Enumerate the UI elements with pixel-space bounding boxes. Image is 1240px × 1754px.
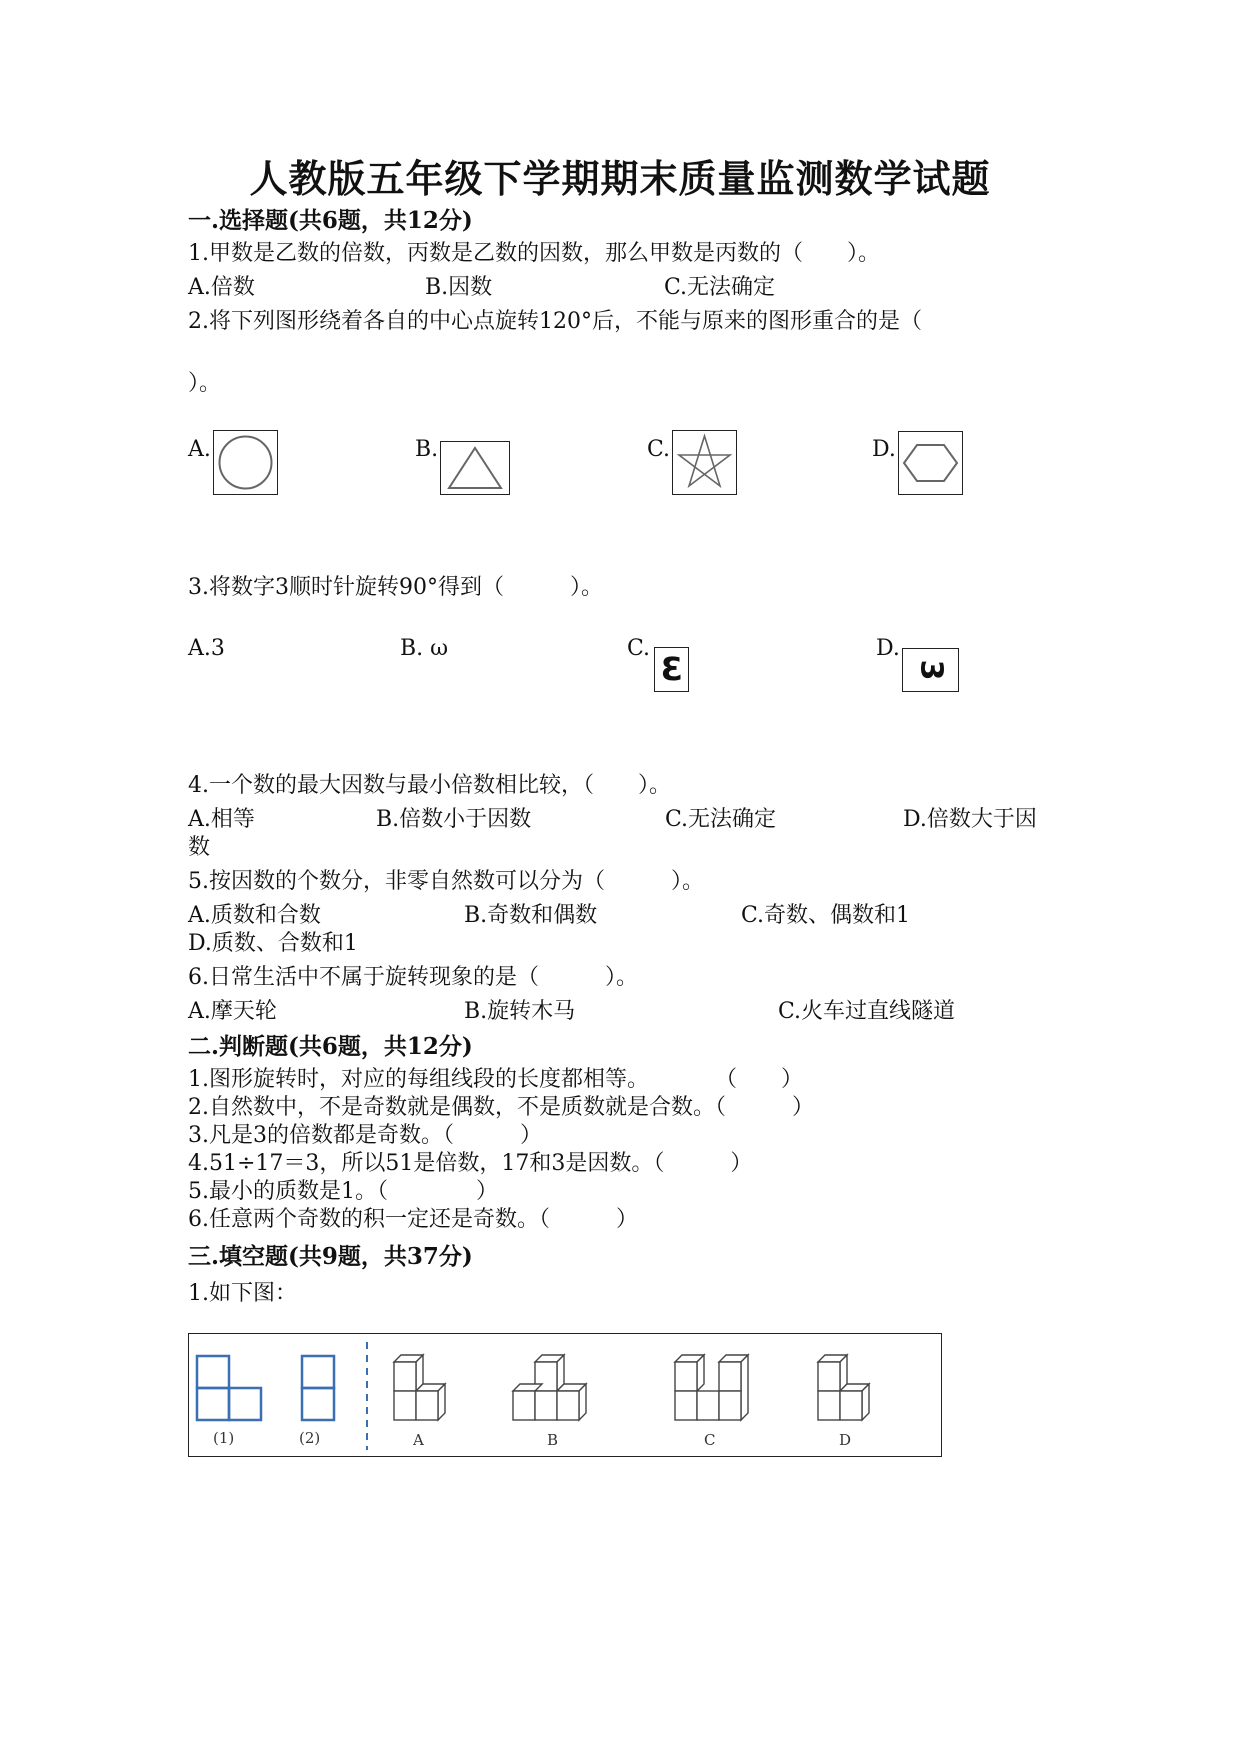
- question-1-6: 6.日常生活中不属于旋转现象的是（ ）。: [188, 965, 638, 990]
- q1-2-option-c: C.: [647, 437, 671, 462]
- q1-4-option-c: C.无法确定: [665, 807, 777, 832]
- fill-question-1: 1.如下图：: [188, 1281, 297, 1306]
- figure-labels: [213, 1429, 851, 1449]
- judge-item-3: 3.凡是3的倍数都是奇数。（ ）: [188, 1123, 542, 1148]
- cube-views-figure: [188, 1333, 942, 1457]
- q1-5-option-a: A.质数和合数: [188, 903, 321, 928]
- question-1-5: 5.按因数的个数分，非零自然数可以分为（ ）。: [188, 869, 704, 894]
- judge-item-6: 6.任意两个奇数的积一定还是奇数。（ ）: [188, 1207, 638, 1232]
- mirrored-three-glyph: 3: [660, 650, 683, 688]
- page-title: 人教版五年级下学期期末质量监测数学试题: [249, 156, 991, 201]
- q1-6-option-a: A.摩天轮: [188, 999, 277, 1024]
- q1-3-option-c: C.: [627, 636, 651, 661]
- question-1-1: 1.甲数是乙数的倍数，丙数是乙数的因数，那么甲数是丙数的（ ）。: [188, 241, 880, 266]
- q1-4-option-b: B.倍数小于因数: [376, 807, 532, 832]
- cube-views-drawing: [189, 1334, 941, 1456]
- judge-item-1: 1.图形旋转时，对应的每组线段的长度都相等。 （ ）: [188, 1067, 803, 1092]
- q1-6-option-b: B.旋转木马: [464, 999, 576, 1024]
- rotated-three-glyph: 3: [913, 659, 949, 681]
- circle-figure: [213, 430, 278, 495]
- view-2-drawing: [302, 1356, 334, 1420]
- q1-4-option-d-cont: 数: [188, 835, 211, 860]
- hexagon-figure: [898, 431, 963, 495]
- judge-item-2: 2.自然数中，不是奇数就是偶数，不是质数就是合数。（ ）: [188, 1095, 814, 1120]
- section-2-heading: 二.判断题(共6题，共12分): [188, 1033, 473, 1060]
- question-1-2-cont: ）。: [188, 371, 222, 396]
- q1-3-option-b: B. ω: [400, 636, 449, 661]
- q1-4-option-a: A.相等: [188, 807, 255, 832]
- triangle-figure: [440, 441, 510, 495]
- rotated-three-figure: [902, 648, 959, 692]
- q1-2-option-a: A.: [188, 437, 211, 462]
- q1-4-option-d: D.倍数大于因: [903, 807, 1037, 832]
- question-1-4: 4.一个数的最大因数与最小倍数相比较，（ ）。: [188, 773, 671, 798]
- solid-a-drawing: [394, 1355, 445, 1420]
- q1-2-option-d: D.: [872, 437, 896, 462]
- q1-6-option-c: C.火车过直线隧道: [778, 999, 956, 1024]
- q1-1-option-b: B.因数: [425, 275, 493, 300]
- solid-c-drawing: [675, 1355, 748, 1420]
- q1-1-option-a: A.倍数: [188, 275, 255, 300]
- judge-item-5: 5.最小的质数是1。（ ）: [188, 1179, 498, 1204]
- label-solid-a: A: [413, 1431, 424, 1449]
- q1-3-option-d: D.: [876, 636, 900, 661]
- label-view-1: (1): [213, 1429, 235, 1447]
- question-1-2: 2.将下列图形绕着各自的中心点旋转120°后，不能与原来的图形重合的是（: [188, 309, 922, 334]
- q1-5-option-b: B.奇数和偶数: [464, 903, 598, 928]
- q1-5-option-c: C.奇数、偶数和1: [741, 903, 911, 928]
- q1-5-option-d: D.质数、合数和1: [188, 931, 358, 956]
- q1-3-option-a: A.3: [188, 636, 225, 661]
- view-1-drawing: [197, 1356, 261, 1420]
- label-solid-c: C: [704, 1431, 716, 1449]
- star-figure: [672, 430, 737, 495]
- label-solid-b: B: [547, 1431, 559, 1449]
- section-3-heading: 三.填空题(共9题，共37分): [188, 1243, 473, 1270]
- solid-b-drawing: [513, 1355, 586, 1420]
- mirrored-three-figure: [654, 647, 689, 692]
- label-solid-d: D: [839, 1431, 852, 1449]
- solid-d-drawing: [818, 1355, 869, 1420]
- q1-2-option-b: B.: [415, 437, 439, 462]
- question-1-3: 3.将数字3顺时针旋转90°得到（ ）。: [188, 575, 603, 600]
- judge-item-4: 4.51÷17＝3，所以51是倍数，17和3是因数。（ ）: [188, 1151, 753, 1176]
- section-1-heading: 一.选择题(共6题，共12分): [188, 207, 473, 234]
- label-view-2: (2): [299, 1429, 321, 1447]
- q1-1-option-c: C.无法确定: [664, 275, 776, 300]
